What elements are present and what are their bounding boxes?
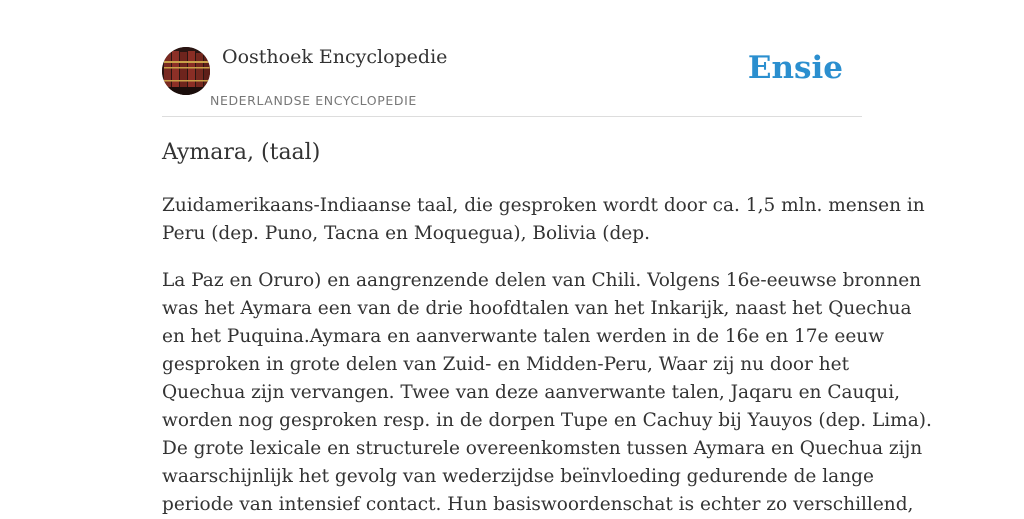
paragraph-line: worden nog gesproken resp. in de dorpen Tupe en Cachuy bij Yauyos (dep. Lima). bbox=[162, 410, 932, 431]
paragraph-line: Peru (dep. Puno, Tacna en Moquegua), Bolivia (dep. bbox=[162, 223, 650, 244]
paragraph-line: Quechua zijn vervangen. Twee van deze aanverwante talen, Jaqaru en Cauqui, bbox=[162, 382, 900, 403]
site-name[interactable]: Oosthoek Encyclopedie bbox=[222, 46, 448, 68]
site-subtitle: NEDERLANDSE ENCYCLOPEDIE bbox=[210, 93, 417, 108]
ensie-logo-link[interactable]: Ensie bbox=[747, 50, 843, 86]
paragraph-line: Zuidamerikaans-Indiaanse taal, die gesproken wordt door ca. 1,5 mln. mensen in bbox=[162, 195, 925, 216]
paragraph-line: gesproken in grote delen van Zuid- en Midden-Peru, Waar zij nu door het bbox=[162, 354, 850, 375]
paragraph-line: was het Aymara een van de drie hoofdtalen van het Inkarijk, naast het Quechua bbox=[162, 298, 912, 319]
article-paragraph-1 bbox=[162, 192, 925, 248]
article-title: Aymara, (taal) bbox=[162, 140, 321, 165]
site-header bbox=[162, 46, 862, 117]
paragraph-line: en het Puquina.Aymara en aanverwante talen werden in de 16e en 17e eeuw bbox=[162, 326, 885, 347]
article-paragraph-2 bbox=[162, 267, 932, 519]
paragraph-line: La Paz en Oruro) en aangrenzende delen van Chili. Volgens 16e-eeuwse bronnen bbox=[162, 270, 922, 291]
paragraph-line: De grote lexicale en structurele overeenkomsten tussen Aymara en Quechua zijn bbox=[162, 438, 923, 459]
paragraph-line: waarschijnlijk het gevolg van wederzijdse beïnvloeding gedurende de lange bbox=[162, 466, 874, 487]
books-icon bbox=[162, 47, 210, 95]
paragraph-line: periode van intensief contact. Hun basiswoordenschat is echter zo verschillend, bbox=[162, 494, 914, 515]
encyclopedia-books-avatar[interactable] bbox=[162, 47, 210, 95]
